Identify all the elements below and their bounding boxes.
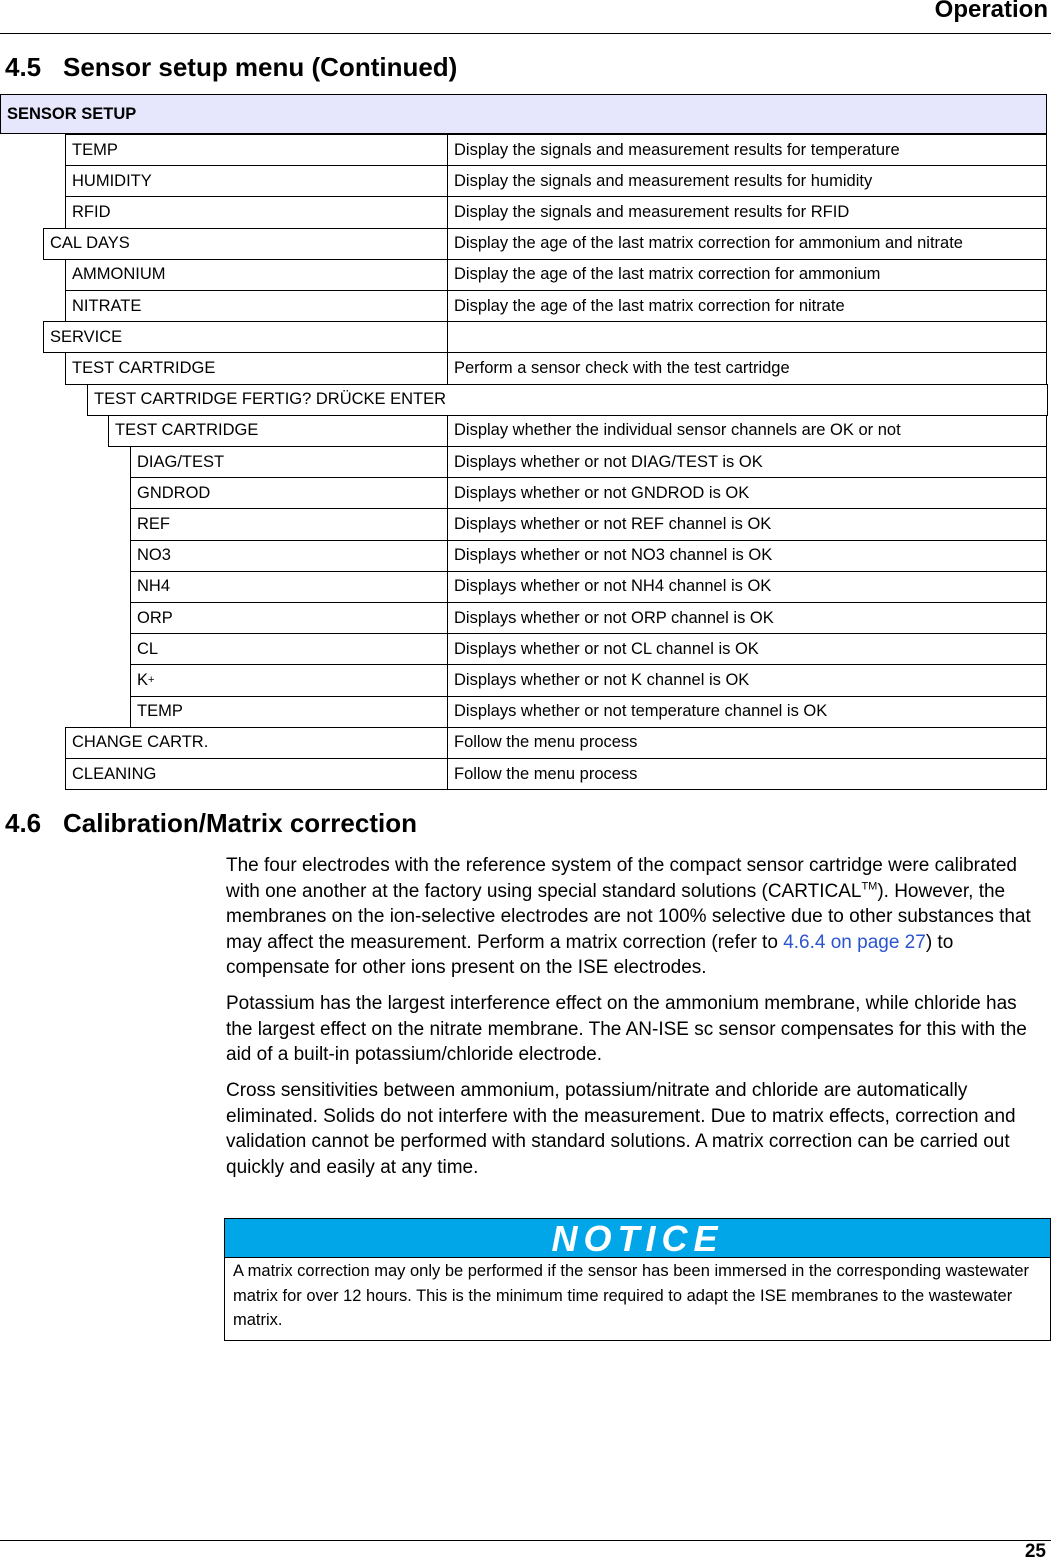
trademark-superscript: TM bbox=[861, 880, 878, 893]
table-row-label: SERVICE bbox=[43, 321, 448, 353]
header-rule bbox=[0, 33, 1051, 34]
table-row-label: TEST CARTRIDGE bbox=[108, 415, 448, 447]
notice-title: NOTICE bbox=[225, 1219, 1050, 1257]
table-row-label: TEMP bbox=[130, 696, 448, 728]
section-number: 4.5 bbox=[5, 52, 42, 82]
table-row-label: K + bbox=[130, 664, 448, 696]
table-row-label: TEST CARTRIDGE bbox=[65, 352, 448, 384]
table-row-description: Display the age of the last matrix correction for ammonium bbox=[447, 259, 1047, 291]
table-row-label: TEMP bbox=[65, 134, 448, 166]
table-row-description: Display the signals and measurement results for humidity bbox=[447, 165, 1047, 197]
table-row-label: NITRATE bbox=[65, 290, 448, 322]
table-row-description: Displays whether or not NH4 channel is OK bbox=[447, 571, 1047, 603]
table-row-label: CHANGE CARTR. bbox=[65, 727, 448, 759]
notice-text: A matrix correction may only be performed if the sensor has been immersed in the corresponding wastewater matrix for over 12 hours. This is the minimum time required to adapt the ISE membranes to the wastewater matrix. bbox=[225, 1257, 1050, 1340]
section-heading-4-6 bbox=[5, 808, 417, 839]
table-row-description: Displays whether or not DIAG/TEST is OK bbox=[447, 446, 1047, 478]
table-row-description: Displays whether or not NO3 channel is OK bbox=[447, 540, 1047, 572]
table-row-label: ORP bbox=[130, 602, 448, 634]
table-row-label: NO3 bbox=[130, 540, 448, 572]
paragraph-3: Cross sensitivities between ammonium, potassium/nitrate and chloride are automatically eliminated. Solids do not interfere with the measurement. Due to matrix effects, correction and validation cannot be performed with standard solutions. A matrix correction can be carried out quickly and easily at any time. bbox=[226, 1080, 1016, 1178]
table-row-description: Displays whether or not CL channel is OK bbox=[447, 633, 1047, 665]
table-row-label: DIAG/TEST bbox=[130, 446, 448, 478]
table-row-description: Display the age of the last matrix correction for ammonium and nitrate bbox=[447, 228, 1047, 260]
table-row-description: Displays whether or not REF channel is OK bbox=[447, 508, 1047, 540]
table-row-label: TEST CARTRIDGE FERTIG? DRÜCKE ENTER bbox=[87, 384, 1048, 416]
section-number: 4.6 bbox=[5, 808, 42, 838]
table-row-label: REF bbox=[130, 508, 448, 540]
sensor-setup-table bbox=[0, 94, 1047, 790]
footer-rule bbox=[0, 1540, 1051, 1541]
section-title: Sensor setup menu (Continued) bbox=[63, 52, 458, 82]
table-row-description: Follow the menu process bbox=[447, 727, 1047, 759]
table-row-label: CL bbox=[130, 633, 448, 665]
table-row-description: Perform a sensor check with the test cartridge bbox=[447, 352, 1047, 384]
table-row-description: Displays whether or not GNDROD is OK bbox=[447, 477, 1047, 509]
paragraph-2: Potassium has the largest interference effect on the ammonium membrane, while chloride has the largest effect on the nitrate membrane. The AN-ISE sc sensor compensates for this with the aid of a built-in potassium/chloride electrode. bbox=[226, 993, 1027, 1065]
section-title: Calibration/Matrix correction bbox=[63, 808, 417, 838]
table-row-description: Display the signals and measurement results for temperature bbox=[447, 134, 1047, 166]
page-number: 25 bbox=[1024, 1541, 1046, 1562]
table-row-description: Display the age of the last matrix correction for nitrate bbox=[447, 290, 1047, 322]
table-row-description: Displays whether or not K channel is OK bbox=[447, 664, 1047, 696]
table-row-label: GNDROD bbox=[130, 477, 448, 509]
table-row-label: CAL DAYS bbox=[43, 228, 448, 260]
table-row-label: NH4 bbox=[130, 571, 448, 603]
table-heading: SENSOR SETUP bbox=[0, 94, 1047, 134]
table-row-label: AMMONIUM bbox=[65, 259, 448, 291]
table-row-label: HUMIDITY bbox=[65, 165, 448, 197]
table-row-label: CLEANING bbox=[65, 758, 448, 790]
paragraph-1: The four electrodes with the reference system of the compact sensor cartridge were calibrated with one another at the factory using special standard solutions (CARTICAL™). However, the membranes on the ion-selective electrodes are not 100% selective due to other substances that may affect the measurement. Perform a matrix correction (refer to 4.6.4 on page 27) to compensate for other ions present on the ISE electrodes. bbox=[226, 855, 1031, 978]
header-title: Operation bbox=[934, 0, 1048, 23]
table-row-description bbox=[447, 321, 1047, 353]
table-row-description: Follow the menu process bbox=[447, 758, 1047, 790]
cross-reference-link[interactable]: 4.6.4 on page 27 bbox=[783, 931, 926, 953]
table-row-description: Display the signals and measurement results for RFID bbox=[447, 196, 1047, 228]
table-row-label: RFID bbox=[65, 196, 448, 228]
section-heading-4-5 bbox=[5, 52, 457, 83]
notice-box bbox=[224, 1218, 1051, 1341]
table-row-description: Displays whether or not temperature channel is OK bbox=[447, 696, 1047, 728]
table-row-description: Display whether the individual sensor channels are OK or not bbox=[447, 415, 1047, 447]
table-row-description: Displays whether or not ORP channel is OK bbox=[447, 602, 1047, 634]
